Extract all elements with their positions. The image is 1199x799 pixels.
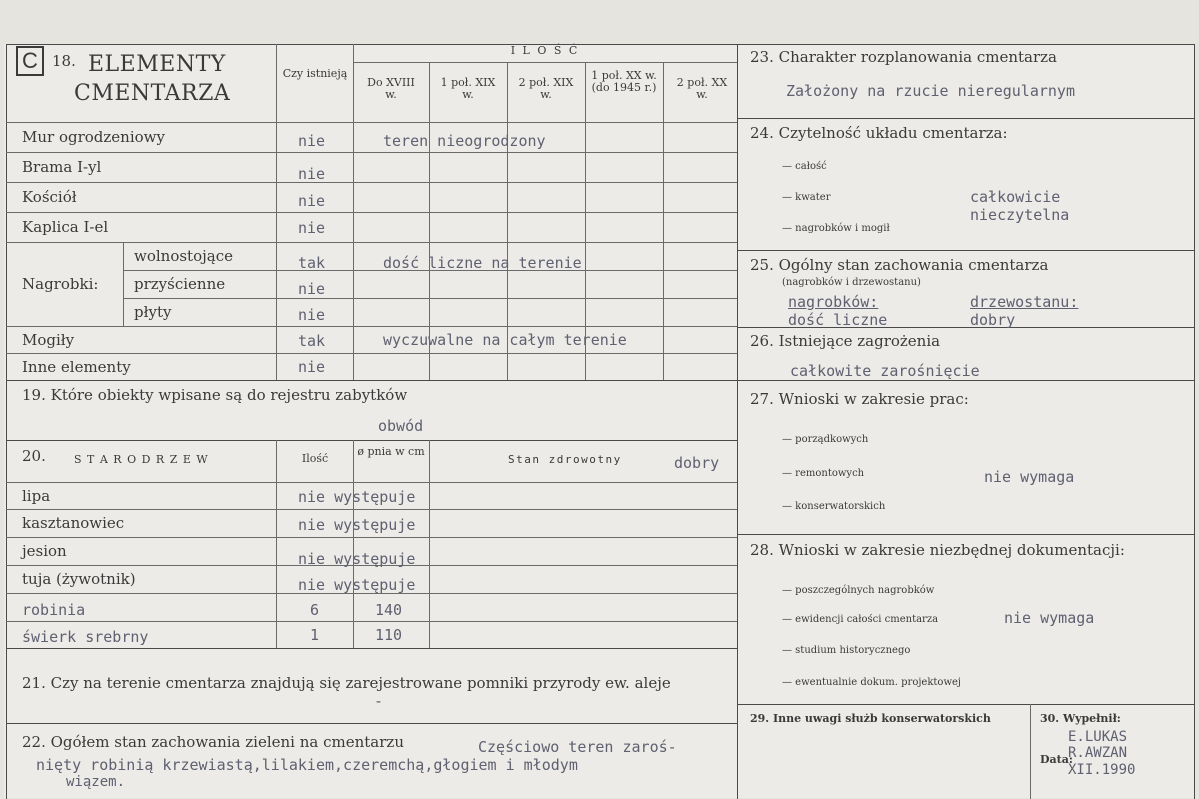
row-label-przyscienne: przyścienne [134,275,226,293]
stan-value: dobry [674,454,720,472]
section-19-value: obwód [378,417,424,435]
period-2-pol-xx: 2 poł. XX w. [676,76,728,101]
section-30-data-label: Data: [1040,753,1073,766]
section-18-title-line1: ELEMENTY [88,52,226,77]
section-22-label: 22. Ogółem stan zachowania zieleni na cmentarzu [22,733,404,751]
period-do-xviii: Do XVIII w. [367,76,415,101]
section-letter-box: C [16,46,44,76]
tree-label-lipa: lipa [22,487,51,505]
section-25-a-head: nagrobków: [788,293,879,311]
row-label-mogily: Mogiły [22,331,75,349]
section-25-label: 25. Ogólny stan zachowania cmentarza [750,256,1049,274]
row-label-nagrobki: Nagrobki: [22,275,99,293]
section-24-label: 24. Czytelność układu cmentarza: [750,124,1008,142]
section-24-value-line1: całkowicie [970,188,1061,206]
section-28-item-3: — studium historycznego [782,645,911,656]
section-25-b-head: drzewostanu: [970,293,1079,311]
tree-pnia-swierk: 110 [375,626,403,644]
section-25-sublabel: (nagrobków i drzewostanu) [782,277,921,288]
section-30-date: XII.1990 [1068,762,1136,778]
tree-label-robinia: robinia [22,601,86,619]
row-label-inne: Inne elementy [22,358,131,376]
section-29-label: 29. Inne uwagi służb konserwatorskich [750,712,991,725]
row-label-plyty: płyty [134,303,172,321]
row-answer-kaplica: nie [298,219,326,237]
section-28-item-1: — poszczególnych nagrobków [782,585,935,596]
section-27-item-remontowych: — remontowych [782,468,865,479]
section-28-value: nie wymaga [1004,609,1095,627]
section-26-label: 26. Istniejące zagrożenia [750,332,941,350]
section-24-item-nagrobkow: — nagrobków i mogił [782,223,890,234]
section-30-name1: E.LUKAS [1068,729,1128,745]
row-label-wolnostojace: wolnostojące [134,247,233,265]
row-label-kosciol: Kościół [22,188,77,206]
section-30-label: 30. Wypełnił: [1040,712,1121,725]
section-22-value-line2: nięty robinią krzewiastą,lilakiem,czeremchą,głogiem i młodym [36,756,578,774]
period-2-pol-xix: 2 poł. XIX w. [518,76,574,101]
tree-label-kasztanowiec: kasztanowiec [22,514,125,532]
section-19-label: 19. Które obiekty wpisane są do rejestru zabytków [22,386,408,404]
section-18-title-line2: CMENTARZA [74,81,231,106]
row-note-mogily: wyczuwalne na całym terenie [383,331,627,349]
tree-value-kasztanowiec: nie występuje [298,516,416,534]
tree-pnia-robinia: 140 [375,601,403,619]
col-czy-istnieja: Czy istnieją [282,67,348,80]
row-answer-brama: nie [298,165,326,183]
col-stan-zdrowotny: Stan zdrowotny [508,453,622,466]
row-answer-wolnostojace: tak [298,254,326,272]
tree-ilosc-swierk: 1 [310,626,320,644]
row-answer-plyty: nie [298,306,326,324]
row-answer-inne: nie [298,358,326,376]
row-label-kaplica: Kaplica I-el [22,218,109,236]
section-27-value: nie wymaga [984,468,1075,486]
section-23-value: Założony na rzucie nieregularnym [786,82,1075,100]
row-label-mur: Mur ogrodzeniowy [22,128,165,146]
ilosc-header: I L O Ś Ć [510,44,580,57]
section-28-label: 28. Wnioski w zakresie niezbędnej dokumentacji: [750,541,1125,559]
section-18-number: 18. [52,52,76,70]
section-20-number: 20. [22,447,46,465]
section-27-item-konserwatorskich: — konserwatorskich [782,501,886,512]
tree-value-tuja: nie występuje [298,576,416,594]
tree-label-swierk: świerk srebrny [22,628,149,646]
col-pnia: ø pnia w cm [357,445,425,458]
section-22-value-line1: Częściowo teren zaroś- [478,738,677,756]
col-ilosc: Ilość [301,452,329,465]
section-26-value: całkowite zarośnięcie [790,362,980,380]
period-1-pol-xix: 1 poł. XIX w. [440,76,496,101]
section-27-item-porzadkowych: — porządkowych [782,434,869,445]
section-28-item-2: — ewidencji całości cmentarza [782,614,939,625]
section-24-item-kwater: — kwater [782,192,831,203]
tree-value-lipa: nie występuje [298,488,416,506]
section-20-title: S T A R O D R Z E W [74,453,209,466]
section-25-a-val: dość liczne [788,311,888,329]
row-answer-przyscienne: nie [298,280,326,298]
section-23-label: 23. Charakter rozplanowania cmentarza [750,48,1057,66]
row-answer-mogily: tak [298,332,326,350]
section-21-label: 21. Czy na terenie cmentarza znajdują się zarejestrowane pomniki przyrody ew. aleje [22,674,671,692]
section-30-name2: R.AWZAN [1068,745,1128,761]
row-answer-mur: nie [298,132,326,150]
tree-ilosc-robinia: 6 [310,601,320,619]
tree-value-jesion: nie występuje [298,550,416,568]
row-note-wolnostojace: dość liczne na terenie [383,254,582,272]
section-25-b-val: dobry [970,311,1016,329]
tree-label-jesion: jesion [22,542,67,560]
section-24-value-line2: nieczytelna [970,206,1070,224]
row-label-brama: Brama I-yl [22,158,102,176]
section-24-item-calosc: — całość [782,161,827,172]
tree-label-tuja: tuja (żywotnik) [22,570,136,588]
row-answer-kosciol: nie [298,192,326,210]
section-27-label: 27. Wnioski w zakresie prac: [750,390,969,408]
section-22-value-line3: wiązem. [66,774,126,790]
section-21-value: - [374,692,384,710]
section-28-item-4: — ewentualnie dokum. projektowej [782,677,962,688]
row-note-mur: teren nieogrodzony [383,132,546,150]
period-1-pol-xx: 1 poł. XX w. (do 1945 r.) [591,69,657,94]
